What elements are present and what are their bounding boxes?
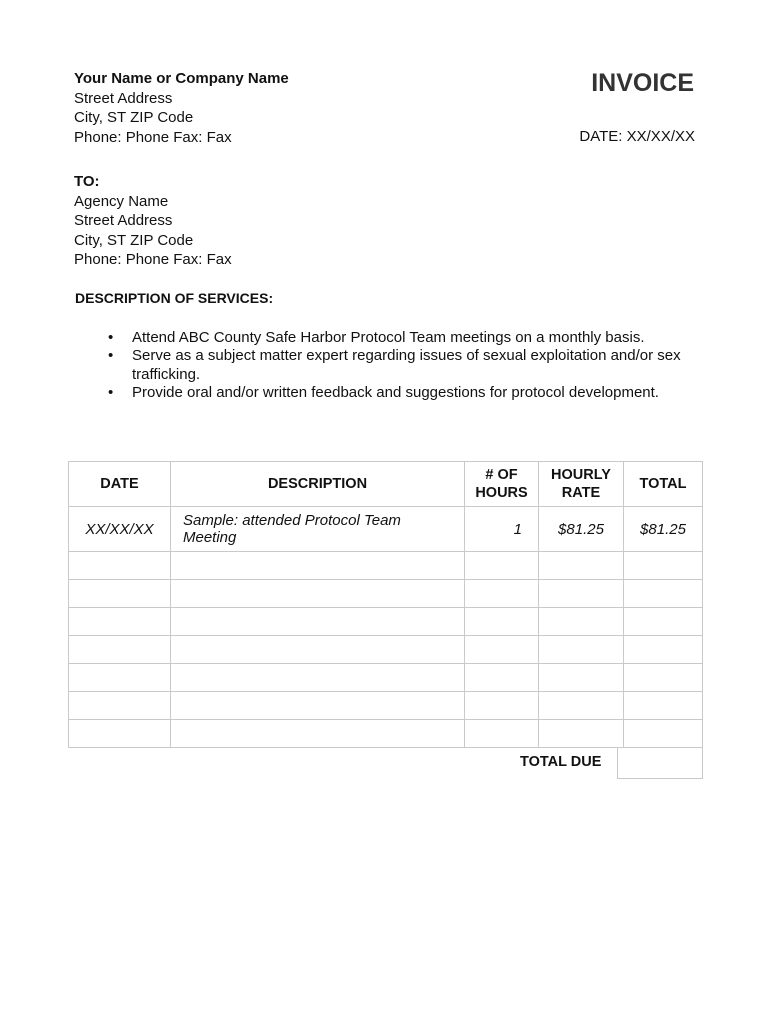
- table-row-empty: [69, 664, 703, 692]
- invoice-title: INVOICE: [591, 69, 694, 97]
- header-hours-line2: HOURS: [475, 485, 528, 501]
- total-due-label: TOTAL DUE: [520, 754, 602, 770]
- empty-cell: [171, 580, 465, 608]
- empty-cell: [624, 552, 703, 580]
- empty-cell: [69, 580, 171, 608]
- sender-name: Your Name or Company Name: [74, 70, 289, 87]
- empty-cell: [69, 552, 171, 580]
- empty-cell: [539, 664, 624, 692]
- recipient-name: Agency Name: [74, 192, 169, 210]
- sender-city: City, ST ZIP Code: [74, 109, 194, 127]
- empty-cell: [69, 692, 171, 720]
- empty-cell: [171, 608, 465, 636]
- empty-cell: [171, 636, 465, 664]
- row-description: Sample: attended Protocol Team Meeting: [171, 507, 465, 552]
- empty-cell: [624, 664, 703, 692]
- empty-cell: [624, 720, 703, 748]
- empty-cell: [539, 692, 624, 720]
- header-rate-line1: HOURLY: [551, 467, 611, 483]
- empty-cell: [69, 720, 171, 748]
- sender-phone: Phone: Phone Fax: Fax: [74, 128, 232, 146]
- recipient-street: Street Address: [74, 212, 173, 230]
- sender-street: Street Address: [74, 89, 173, 107]
- empty-cell: [69, 664, 171, 692]
- invoice-date: DATE: XX/XX/XX: [579, 128, 695, 145]
- row-rate: $81.25: [539, 507, 624, 552]
- empty-cell: [539, 580, 624, 608]
- header-hours-line1: # OF: [485, 467, 518, 483]
- services-list: [104, 329, 704, 402]
- empty-cell: [171, 720, 465, 748]
- empty-cell: [465, 664, 539, 692]
- row-date: XX/XX/XX: [69, 507, 171, 552]
- empty-cell: [171, 552, 465, 580]
- empty-cell: [465, 580, 539, 608]
- line-items-table: [68, 461, 703, 748]
- total-due-value: [617, 747, 703, 779]
- empty-cell: [539, 636, 624, 664]
- recipient-block: [74, 172, 232, 270]
- table-row-empty: [69, 580, 703, 608]
- table-row-empty: [69, 608, 703, 636]
- empty-cell: [465, 720, 539, 748]
- recipient-city: City, ST ZIP Code: [74, 231, 194, 249]
- empty-cell: [69, 608, 171, 636]
- table-header-row: [69, 462, 703, 507]
- empty-cell: [624, 608, 703, 636]
- empty-cell: [171, 664, 465, 692]
- table-row: [69, 507, 703, 552]
- empty-cell: [539, 720, 624, 748]
- table-row-empty: [69, 636, 703, 664]
- empty-cell: [624, 580, 703, 608]
- empty-cell: [624, 636, 703, 664]
- empty-cell: [171, 692, 465, 720]
- row-hours: 1: [465, 507, 539, 552]
- empty-cell: [465, 692, 539, 720]
- service-item: • Provide oral and/or written feedback and suggestions for protocol development.: [104, 384, 704, 402]
- table-row-empty: [69, 552, 703, 580]
- service-item: • Serve as a subject matter expert regarding issues of sexual exploitation and/or sex trafficking.: [104, 347, 704, 384]
- table-row-empty: [69, 720, 703, 748]
- header-date: DATE: [69, 462, 171, 507]
- sender-block: [74, 69, 289, 147]
- empty-cell: [465, 636, 539, 664]
- empty-cell: [539, 608, 624, 636]
- empty-cell: [465, 608, 539, 636]
- header-total: TOTAL: [624, 462, 703, 507]
- recipient-label: TO:: [74, 173, 100, 190]
- row-total: $81.25: [624, 507, 703, 552]
- empty-cell: [624, 692, 703, 720]
- table-row-empty: [69, 692, 703, 720]
- recipient-phone: Phone: Phone Fax: Fax: [74, 251, 232, 269]
- header-description: DESCRIPTION: [171, 462, 465, 507]
- empty-cell: [539, 552, 624, 580]
- empty-cell: [465, 552, 539, 580]
- services-heading: DESCRIPTION OF SERVICES:: [75, 290, 274, 306]
- header-rate: [539, 462, 624, 507]
- header-hours: [465, 462, 539, 507]
- empty-cell: [69, 636, 171, 664]
- header-rate-line2: RATE: [561, 485, 601, 501]
- service-item: • Attend ABC County Safe Harbor Protocol Team meetings on a monthly basis.: [104, 329, 704, 347]
